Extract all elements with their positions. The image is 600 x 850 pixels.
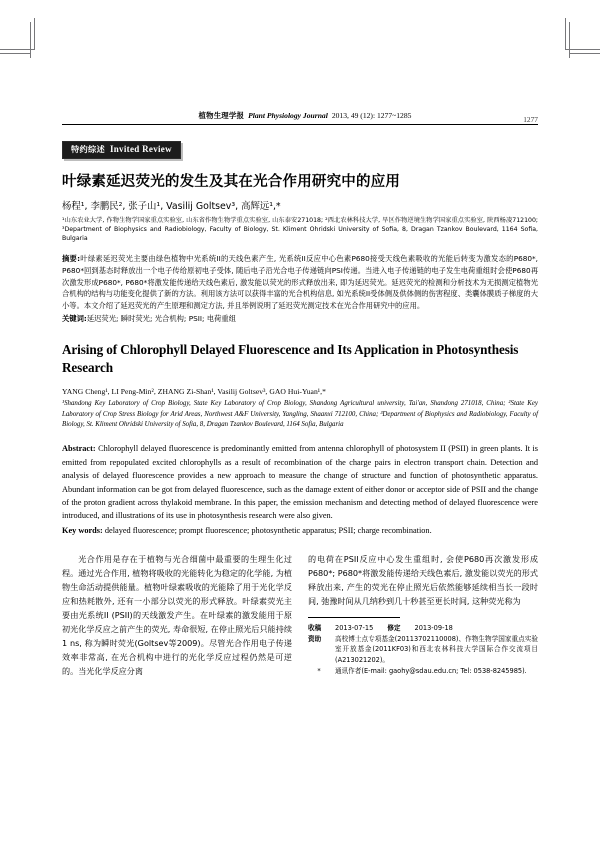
running-header: [62, 110, 538, 124]
invited-review-badge: [62, 141, 181, 160]
abstract-text-en: Chlorophyll delayed fluorescence is predominantly emitted from antenna chlorophyll of photosystem II (PSII) in green plants. It is emitted from repopulated excited chlorophylls as a result of recombination of the charge pairs in electron transport chain. Detection and analysis of delayed fluorescence provides a new approach to measure the change of structure and function of photosynthetic apparatus. Abundant information can be got from delayed fluorescence, such as the damage extent of either donor or acceptor side of PSII and the change of the proton gradient across thylakoid membrane. In this paper, the emission mechanism and detecting method of delayed fluorescence were introduced, and illustrations of its use in photosynthesis research were also given.: [62, 444, 538, 521]
author-list-cn: 杨程¹, 李鹏民², 张子山¹, Vasilij Goltsev³, 高辉远¹,*: [62, 200, 281, 212]
body-paragraph-left: [62, 553, 292, 678]
journal-name-cn: 植物生理学报: [198, 111, 245, 120]
body-columns: [62, 553, 538, 678]
footnote-funding-row: [308, 634, 538, 666]
badge-label-en: Invited Review: [109, 144, 172, 154]
abstract-cn: [62, 253, 538, 312]
article-type-badge-wrapper: [62, 139, 538, 159]
journal-page: [62, 110, 538, 679]
corresponding-author-text: 通讯作者(E-mail: gaohy@sdau.edu.cn; Tel: 0538-8245985).: [335, 666, 527, 675]
abstract-label-cn: 摘要:: [62, 254, 81, 263]
keywords-label-cn: 关键词:: [62, 314, 87, 324]
journal-name-en: Plant Physiology Journal: [248, 111, 328, 120]
revised-label: 修定: [387, 623, 401, 632]
affiliations-en: ¹Shandong Key Laboratory of Crop Biology, State Key Laboratory of Crop Biology, Shandong Agricultural university, Tai'an, Shandong 271018, China; ²State Key Laboratory of Crop Stress Biology for Arid Areas, Northwest A&F University, Yangling, Shaanxi 712100, China; ³Department of Biophysics and Radiobiology, Faculty of Biology, St. Kliment Ohridski University of Sofia, 8, Dragan Tzankov Boulevard, 1164 Sofia, Bulgaria: [62, 400, 538, 428]
keywords-text-cn: 延迟荧光; 瞬时荧光; 光合机构; PSII; 电荷重组: [86, 314, 237, 324]
header-divider: [62, 124, 538, 125]
footnote-block: [308, 623, 538, 676]
crop-mark-line: [30, 22, 31, 58]
running-header-citation-group: [199, 110, 412, 121]
page-number: 1277: [523, 115, 538, 124]
article-title-en: Arising of Chlorophyll Delayed Fluorescence and Its Application in Photosynthesis Research: [62, 341, 519, 375]
article-title-cn: 叶绿素延迟荧光的发生及其在光合作用研究中的应用: [62, 174, 401, 190]
keywords-label-en: Key words:: [62, 525, 103, 535]
received-date: 2013-07-15: [335, 623, 374, 632]
crop-mark-line: [566, 49, 600, 50]
crop-mark-top-left: [8, 22, 42, 56]
keywords-en: [62, 524, 538, 537]
issue-citation: 2013, 49 (12): 1277~1285: [331, 111, 412, 120]
crop-mark-line: [569, 22, 570, 58]
abstract-en: [62, 442, 538, 523]
footnote-corresponding-row: [308, 666, 538, 677]
footnote-divider: [308, 617, 400, 618]
body-column-left: [62, 553, 292, 678]
body-text-left: 光合作用是存在于植物与光合细菌中最重要的生理生化过程。通过光合作用, 植物将吸收的光能转化为稳定的化学能, 为植物生命活动提供能量。植物叶绿素吸收的光能除了用于光化学反应和热耗散外, 还有一小部分以荧光的形式释放。叶绿素荧光主要由光系统II (PSII)的天线激发产生。在叶绿素的激发能用于原初光化学反应之前产生的荧光, 寿命很短, 在停止照光后只能持续1 ns, 称为瞬时荧光(Goltsev等2009)。尽管光合作用电子传递效率非常高, 在光合机构中进行的光化学反应过程仍然是可逆的。当光化学反应分离: [62, 554, 292, 676]
crop-mark-line: [565, 18, 566, 50]
body-paragraph-right: [308, 553, 538, 609]
crop-mark-top-right: [558, 22, 592, 56]
crop-mark-line: [34, 18, 35, 50]
body-column-right: [308, 553, 538, 678]
funding-text: 高校博士点专项基金(20113702110008)、作物生物学国家重点实验室开放基金(2011KF03)和西北农林科技大学国际合作交流项目(A213021202)。: [335, 634, 538, 664]
crop-mark-line: [0, 49, 34, 50]
crop-mark-line: [0, 53, 30, 54]
received-label: 收稿: [308, 623, 322, 632]
keywords-text-en: delayed fluorescence; prompt fluorescence; photosynthetic apparatus; PSII; charge recombination.: [104, 525, 432, 535]
revised-date: 2013-09-18: [414, 623, 453, 632]
crop-mark-line: [570, 53, 600, 54]
footnote-dates-body: [335, 623, 538, 634]
author-list-en: YANG Cheng¹, LI Peng-Min², ZHANG Zi-Shan¹, Vasilij Goltsev³, GAO Hui-Yuan¹,*: [62, 387, 326, 397]
footnote-dates-row: [308, 623, 538, 634]
body-text-right: 的电荷在PSII反应中心发生重组时, 会使P680再次激发形成P680*; P680*将激发能传递给天线色素后, 激发能以荧光的形式释放出来, 产生的荧光在停止照光后依然能够延续相当长一段时间, 弛豫时间从几纳秒到几十秒甚至更长时间, 这种荧光称为: [308, 554, 538, 607]
affiliations-cn: ¹山东农业大学, 作物生物学国家重点实验室, 山东省作物生物学重点实验室, 山东泰安271018; ²西北农林科技大学, 旱区作物逆境生物学国家重点实验室, 陕西杨凌712100; ³Department of Biophysics and Radiobiology, Faculty of Biology, St. Kliment Ohridski University of Sofia, 8, Dragan Tzankov Boulevard, 1164 Sofia, Bulgaria: [62, 217, 538, 243]
corresponding-author-marker: *: [317, 666, 321, 675]
funding-label: 资助: [308, 634, 322, 643]
abstract-label-en: Abstract:: [62, 444, 96, 454]
badge-label-cn: 特约综述: [71, 144, 105, 154]
abstract-text-cn: 叶绿素延迟荧光主要由绿色植物中光系统II的天线色素产生, 光系统II反应中心色素P680接受天线色素吸收的光能后转变为激发态的P680*, P680*回到基态时释放出一个电子传给原初电子受体, 随后电子沿光合电子传递链向PSI传递。当进入电子传递链的电子发生电荷重组时会使P680再次激发形成P680*, P680*将激发能传递给天线色素后, 激发能以荧光的形式释放出来, 即为延迟荧光。延迟荧光的检测和分析技术为无损测定植物光合机构的结构与功能变化提供了新的方法。利用该方法可以获得丰富的光合机构信息, 如光系统II受体侧及供体侧的伤害程度、类囊体膜质子梯度的大小等。本文介绍了延迟荧光的产生原理和测定方法, 并且举例说明了延迟荧光测定技术在光合作用研究中的应用。: [62, 254, 538, 311]
keywords-cn: [62, 313, 538, 325]
